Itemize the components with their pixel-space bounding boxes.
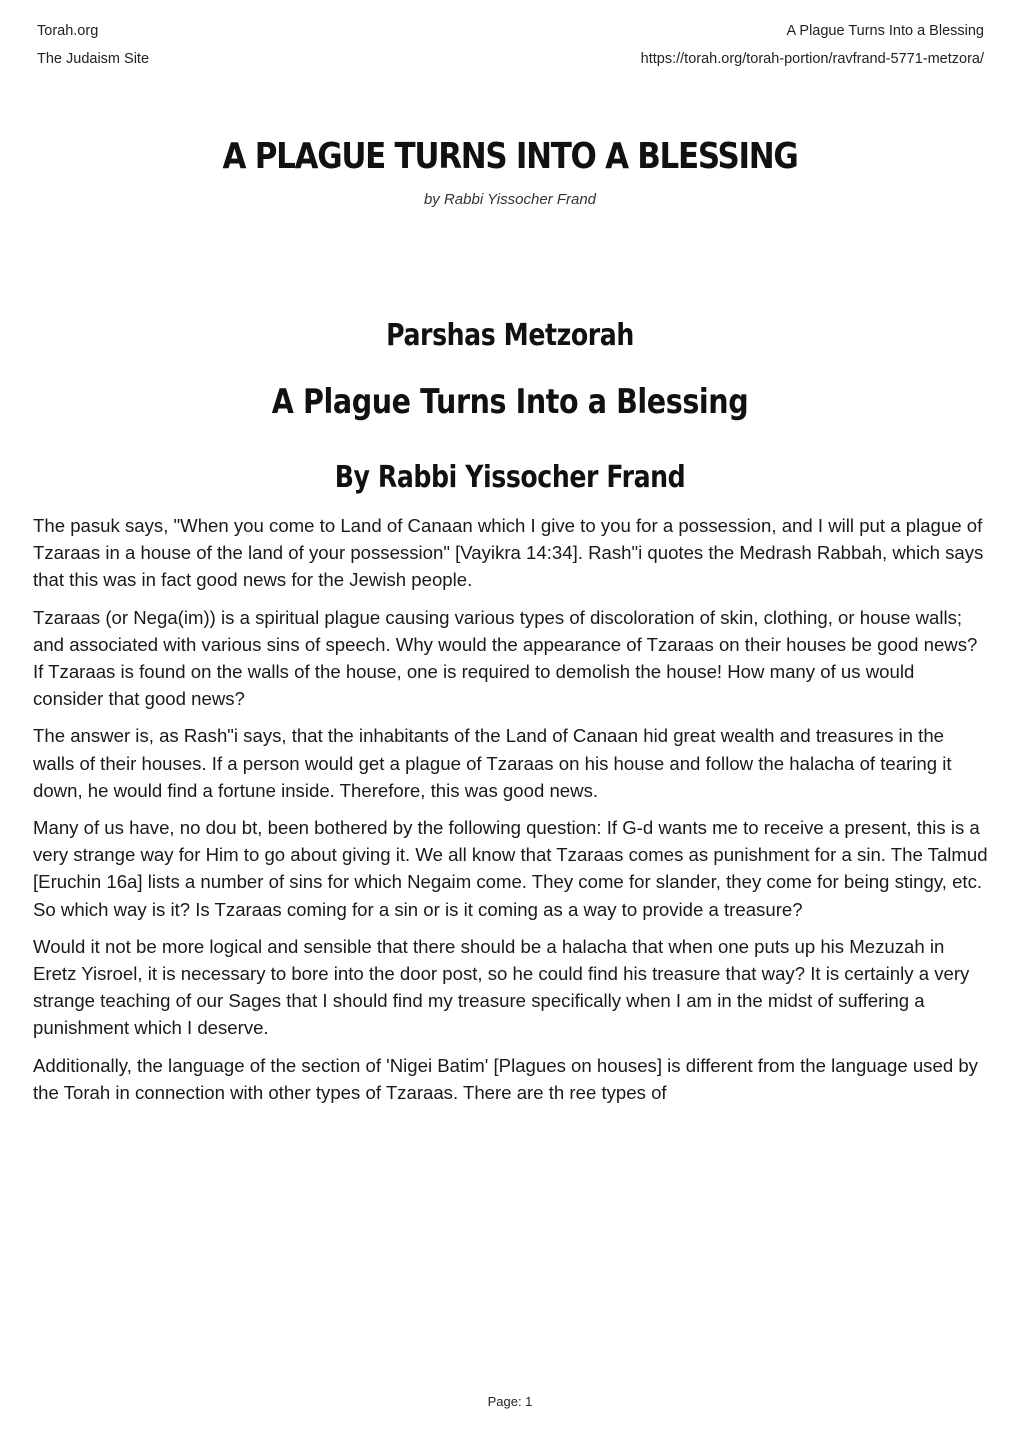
article-body: [33, 512, 989, 1116]
header-page-title: A Plague Turns Into a Blessing: [786, 23, 984, 39]
paragraph: Tzaraas (or Nega(im)) is a spiritual plague causing various types of discoloration of skin, clothing, or house walls; and associated with various sins of speech. Why would the appearance of Tzaraas on their houses be good news? If Tzaraas is found on the walls of the house, one is required to demolish the house! How many of us would consider that good news?: [33, 606, 978, 710]
paragraph: Many of us have, no dou bt, been bothered by the following question: If G-d wants me to receive a present, this is a very strange way for Him to go about giving it. We all know that Tzaraas comes as punishment for a sin. The Talmud [Eruchin 16a] lists a number of sins for which Negaim come. They come for slander, they come for being stingy, etc. So which way is it? Is Tzaraas coming for a sin or is it coming as a way to provide a treasure?: [33, 817, 988, 920]
header-page-url[interactable]: https://torah.org/torah-portion/ravfrand-5771-metzora/: [640, 51, 984, 67]
paragraph: Would it not be more logical and sensible that there should be a halacha that when one puts up his Mezuzah in Eretz Yisroel, it is necessary to bore into the door post, so he could find his treasure that way? It is certainly a very strange teaching of our Sages that I should find my treasure specifically when I am in the midst of suffering a punishment which I deserve.: [33, 935, 970, 1039]
paragraph: Additionally, the language of the section of 'Nigei Batim' [Plagues on houses] is different from the language used by the Torah in connection with other types of Tzaraas. There are th ree types of: [33, 1054, 978, 1103]
article-byline: by Rabbi Yissocher Frand: [423, 191, 597, 208]
author-heading: By Rabbi Yissocher Frand: [334, 460, 686, 495]
parsha-heading: Parshas Metzorah: [386, 318, 634, 353]
page-number: Page: 1: [487, 1394, 533, 1409]
site-tagline: The Judaism Site: [37, 51, 150, 67]
article-title: A PLAGUE TURNS INTO A BLESSING: [222, 136, 798, 177]
paragraph: The pasuk says, "When you come to Land of Canaan which I give to you for a possession, and I will put a plague of Tzaraas in a house of the land of your possession" [Vayikra 14:34]. Rash"i quotes the Medrash Rabbah, which says that this was in fact good news for the Jewish people.: [33, 515, 984, 591]
site-name: Torah.org: [37, 23, 99, 39]
paragraph: The answer is, as Rash"i says, that the inhabitants of the Land of Canaan hid great wealth and treasures in the walls of their houses. If a person would get a plague of Tzaraas on his house and follow the halacha of tearing it down, he would find a fortune inside. Therefore, this was good news.: [33, 725, 952, 801]
article-subtitle: A Plague Turns Into a Blessing: [271, 382, 749, 422]
